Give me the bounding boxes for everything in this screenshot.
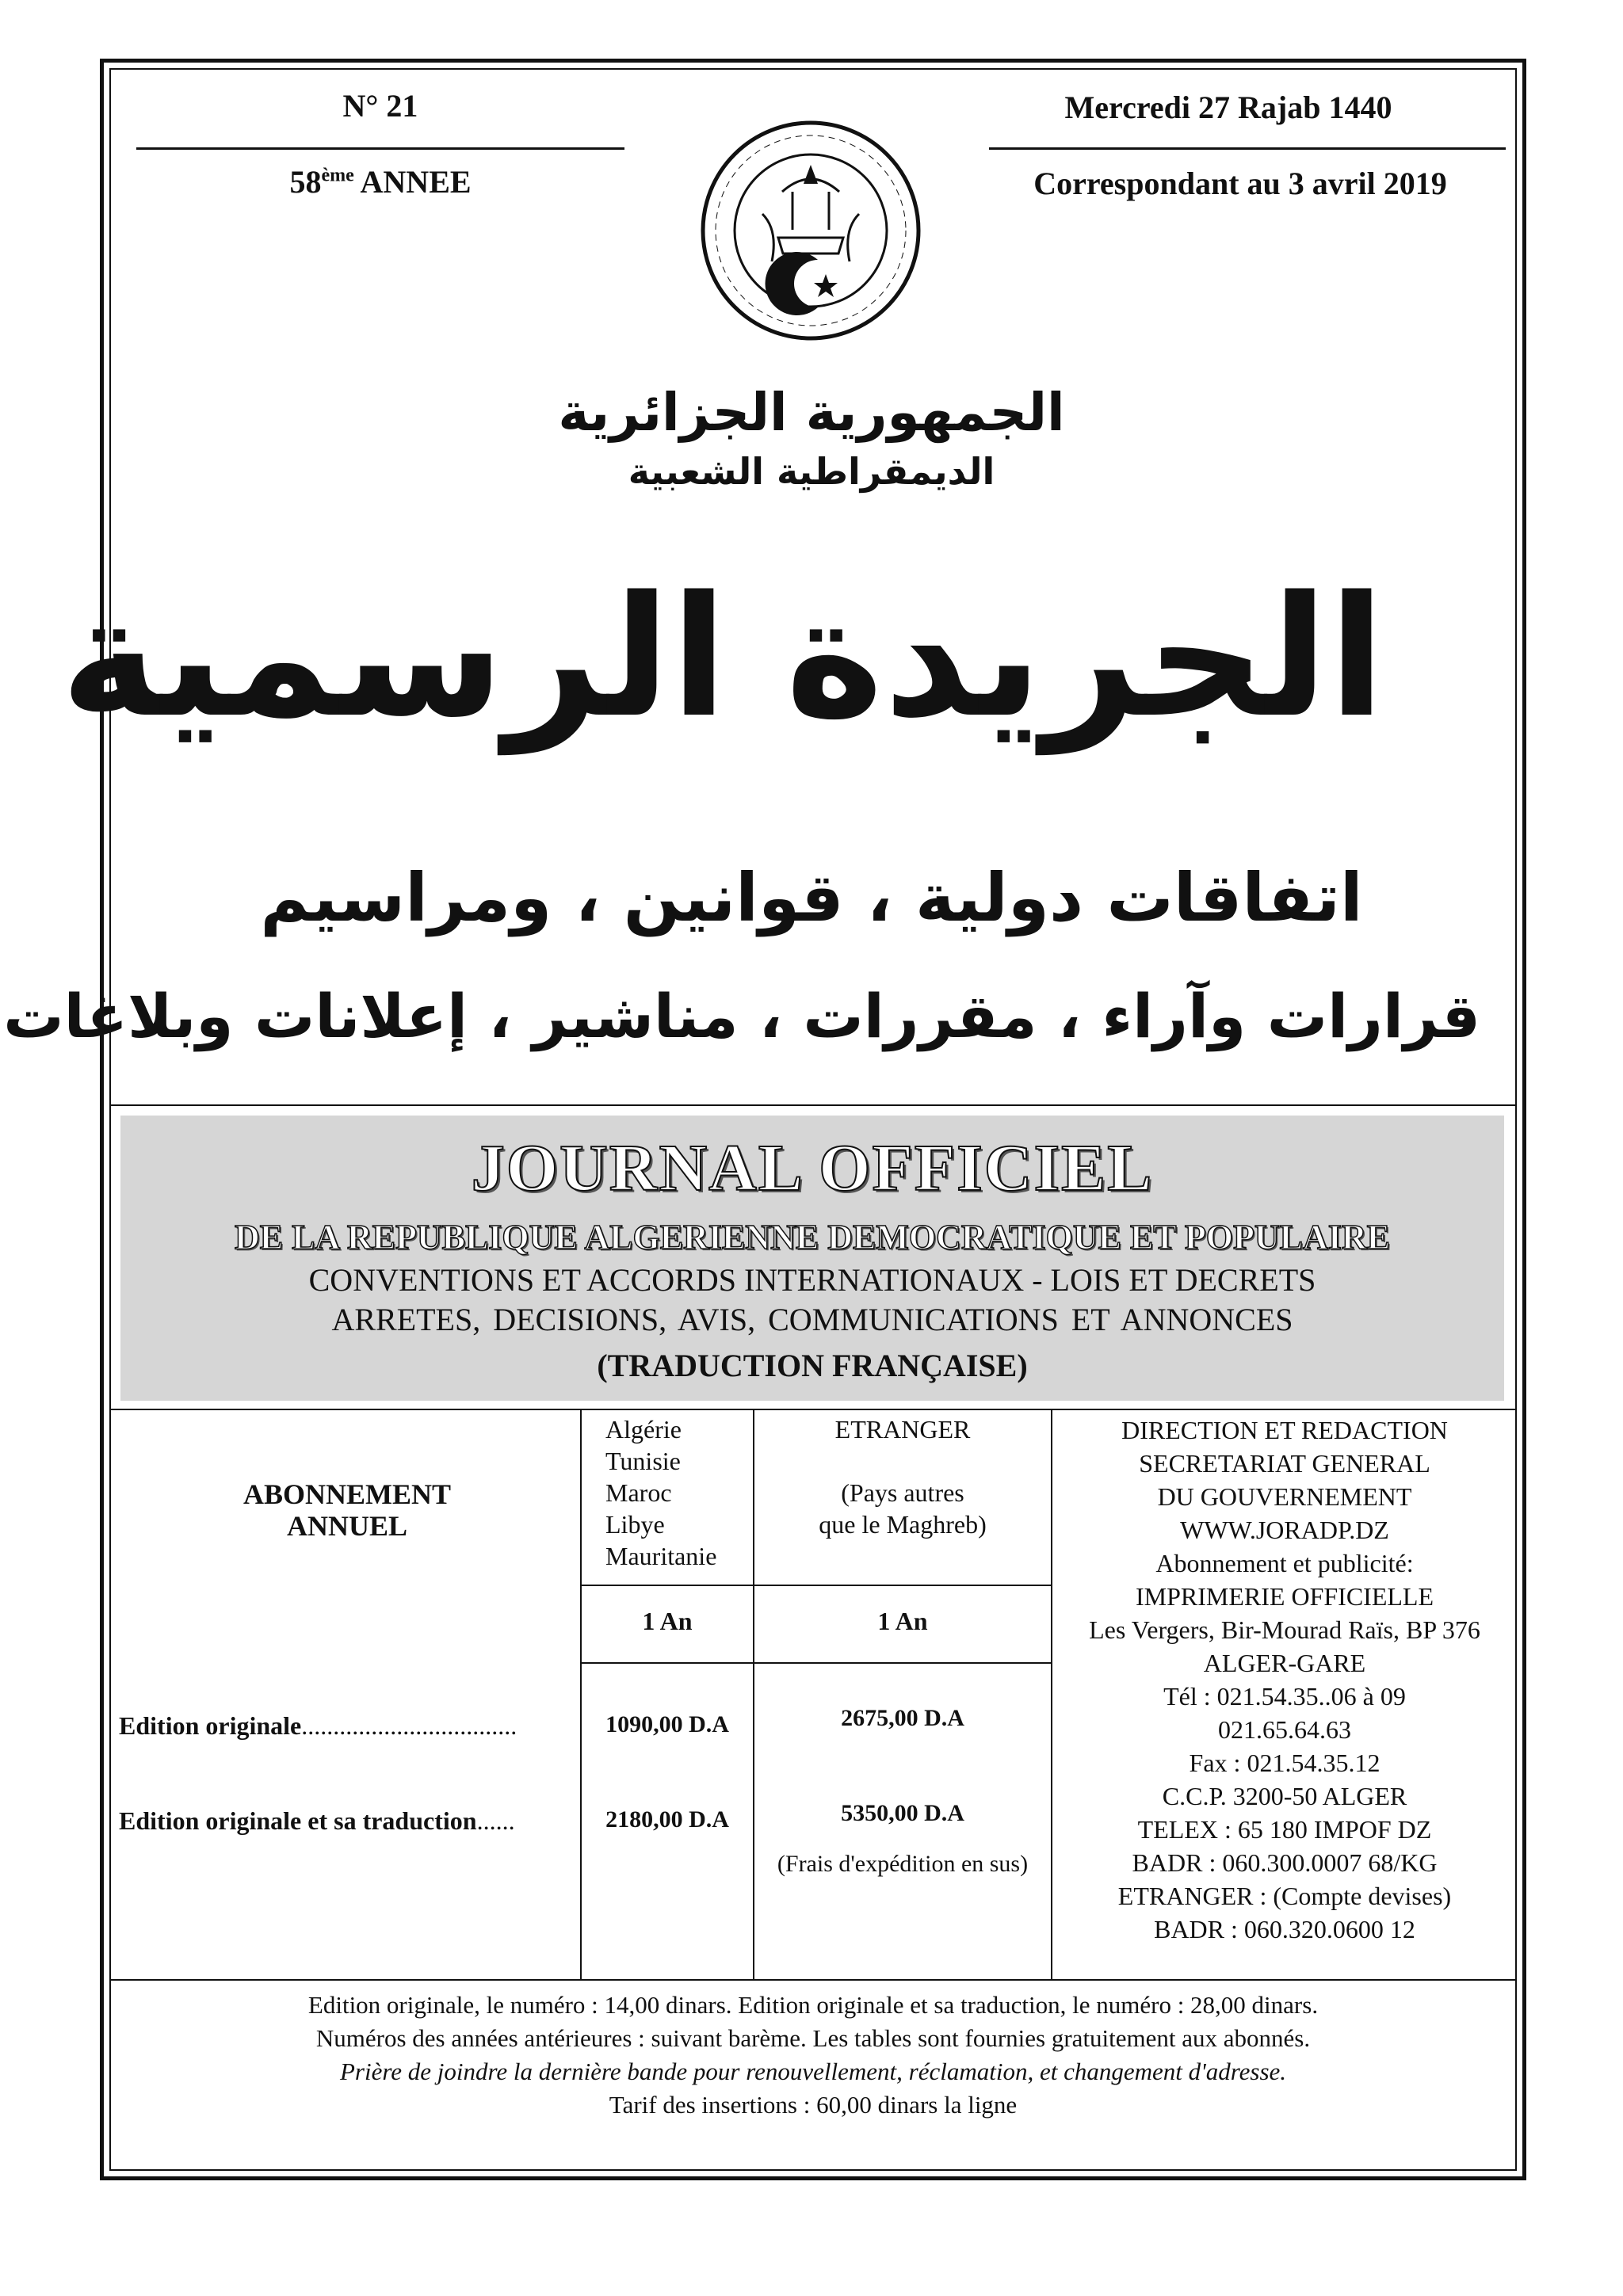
- direction-line: DIRECTION ET REDACTION: [1121, 1416, 1448, 1444]
- period-foreign: 1 An: [877, 1607, 928, 1635]
- direction-line: 021.65.64.63: [1218, 1715, 1351, 1744]
- arabic-subtitle-line2: قرارات وآراء ، مقررات ، مناشير ، إعلانات وبلاغات: [3, 981, 1480, 1051]
- direction-line: DU GOUVERNEMENT: [1157, 1482, 1412, 1511]
- row1-foreign-price: 2675,00 D.A: [841, 1705, 964, 1731]
- direction-line: Les Vergers, Bir-Mourad Raïs, BP 376: [1089, 1615, 1480, 1644]
- gregorian-date: Correspondant au 3 avril 2019: [1033, 166, 1447, 201]
- table-period-top-rule: [580, 1585, 1051, 1586]
- direction-line: TELEX : 65 180 IMPOF DZ: [1137, 1815, 1432, 1844]
- state-seal-emblem: [699, 119, 922, 342]
- table-period-bottom-rule: [580, 1662, 1051, 1664]
- country-item: Tunisie: [605, 1447, 681, 1475]
- year-label: 58ème ANNEE: [289, 164, 472, 200]
- direction-line: C.C.P. 3200-50 ALGER: [1162, 1782, 1407, 1810]
- arabic-subtitle-line1: اتفاقات دولية ، قوانين ، ومراسيم: [260, 859, 1363, 936]
- footer-line-2: Numéros des années antérieures : suivant barème. Les tables sont fournies gratuitement aux abonnés.: [315, 2024, 1311, 2052]
- direction-line: ALGER-GARE: [1203, 1649, 1366, 1677]
- header-right-rule: [989, 147, 1506, 150]
- hijri-date: Mercredi 27 Rajab 1440: [1064, 90, 1392, 125]
- foreign-note: (Pays autres que le Maghreb): [819, 1478, 987, 1539]
- issue-number: N° 21: [342, 88, 418, 124]
- french-line3: (TRADUCTION FRANÇAISE): [597, 1348, 1028, 1383]
- period-local: 1 An: [642, 1607, 693, 1635]
- footer-line-4: Tarif des insertions : 60,00 dinars la ligne: [609, 2091, 1018, 2119]
- arabic-republic-line2: الديمقراطية الشعبية: [628, 450, 995, 493]
- french-subtitle: DE LA REPUBLIQUE ALGERIENNE DEMOCRATIQUE ET POPULAIRE: [235, 1218, 1390, 1257]
- footer-notes: [111, 1989, 1515, 2122]
- row2-foreign-price: 5350,00 D.A: [841, 1800, 964, 1826]
- row1-label: Edition originale..................................: [119, 1711, 517, 1740]
- country-item: Libye: [605, 1510, 665, 1539]
- row2-local-price: 2180,00 D.A: [605, 1806, 729, 1833]
- direction-line: Abonnement et publicité:: [1155, 1549, 1414, 1577]
- arabic-journal-title: الجريدة الرسمية: [60, 560, 1385, 754]
- direction-line: Fax : 021.54.35.12: [1189, 1749, 1381, 1777]
- french-line2: ARRETES, DECISIONS, AVIS, COMMUNICATIONS ET ANNONCES: [331, 1302, 1293, 1337]
- french-title: JOURNAL OFFICIEL: [471, 1131, 1154, 1205]
- countries-list: [605, 1413, 748, 1572]
- french-banner: [120, 1116, 1504, 1401]
- shipping-note: (Frais d'expédition en sus): [777, 1851, 1029, 1877]
- direction-line: BADR : 060.320.0600 12: [1154, 1915, 1415, 1943]
- direction-line: WWW.JORADP.DZ: [1180, 1516, 1389, 1544]
- table-top-rule: [109, 1409, 1517, 1410]
- banner-top-rule: [109, 1104, 1517, 1106]
- country-item: Mauritanie: [605, 1542, 717, 1570]
- foreign-header: ETRANGER: [834, 1415, 971, 1444]
- arabic-republic-line1: الجمهورية الجزائرية: [558, 382, 1065, 443]
- header-left-rule: [136, 147, 624, 150]
- french-line1: CONVENTIONS ET ACCORDS INTERNATIONAUX - LOIS ET DECRETS: [308, 1262, 1316, 1298]
- direction-line: BADR : 060.300.0007 68/KG: [1132, 1848, 1438, 1877]
- subscription-title: ABONNEMENT ANNUEL: [242, 1478, 452, 1542]
- table-bottom-rule: [109, 1979, 1517, 1981]
- row2-label: Edition originale et sa traduction......: [119, 1806, 515, 1835]
- table-vline-1: [580, 1409, 582, 1979]
- direction-line: Tél : 021.54.35..06 à 09: [1163, 1682, 1406, 1711]
- row1-local-price: 1090,00 D.A: [605, 1711, 729, 1737]
- footer-line-3: Prière de joindre la dernière bande pour renouvellement, réclamation, et changement d'adresse.: [339, 2058, 1287, 2085]
- country-item: Maroc: [605, 1478, 672, 1507]
- direction-line: IMPRIMERIE OFFICIELLE: [1136, 1582, 1434, 1611]
- direction-line: SECRETARIAT GENERAL: [1139, 1449, 1430, 1478]
- footer-line-1: Edition originale, le numéro : 14,00 dinars. Edition originale et sa traduction, le numéro : 28,00 dinars.: [307, 1991, 1319, 2019]
- direction-block: [1052, 1413, 1517, 1946]
- direction-line: ETRANGER : (Compte devises): [1117, 1882, 1452, 1910]
- country-item: Algérie: [605, 1415, 682, 1444]
